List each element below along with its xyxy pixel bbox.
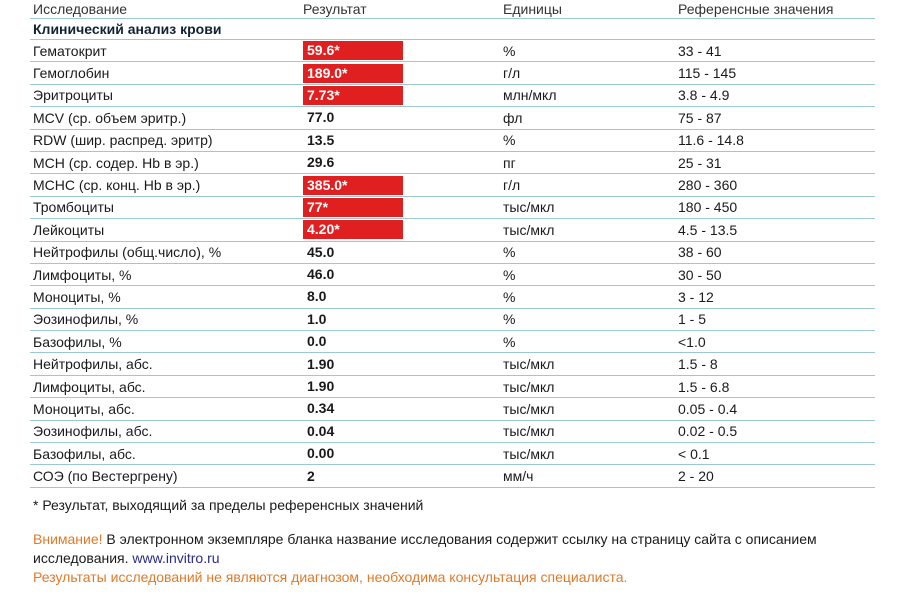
unit: фл — [503, 109, 523, 126]
result-cell — [303, 108, 503, 127]
reference-range: 11.6 - 14.8 — [678, 132, 744, 149]
unit: тыс/мкл — [503, 199, 555, 216]
test-name[interactable]: Гематокрит — [33, 42, 107, 59]
notes — [30, 496, 875, 587]
result-cell — [303, 422, 503, 441]
reference-range: 0.02 - 0.5 — [678, 423, 738, 440]
attention-note — [33, 530, 875, 568]
table-row — [30, 465, 875, 487]
table-row — [30, 219, 875, 241]
table-row — [30, 264, 875, 286]
result-value: 0.00 — [307, 445, 335, 462]
result-cell — [303, 310, 503, 329]
reference-range: 180 - 450 — [678, 199, 738, 216]
test-name[interactable]: Тромбоциты — [33, 199, 114, 216]
table-row — [30, 309, 875, 331]
test-name[interactable]: Лейкоциты — [33, 221, 105, 238]
unit: тыс/мкл — [503, 221, 555, 238]
table-row — [30, 376, 875, 398]
unit: % — [503, 288, 516, 305]
unit: % — [503, 266, 516, 283]
table-row — [30, 40, 875, 62]
result-cell — [303, 287, 503, 306]
table-row — [30, 152, 875, 174]
table-row — [30, 421, 875, 443]
result-value: 4.20* — [303, 220, 403, 239]
result-value: 385.0* — [303, 176, 403, 195]
unit: г/л — [503, 177, 521, 194]
reference-range: 3 - 12 — [678, 288, 714, 305]
table-row — [30, 286, 875, 308]
test-name[interactable]: MCH (ср. содер. Hb в эр.) — [33, 154, 199, 171]
result-cell — [303, 86, 503, 105]
result-cell — [303, 220, 503, 239]
reference-range: 25 - 31 — [678, 154, 722, 171]
test-name[interactable]: Гемоглобин — [33, 65, 110, 82]
unit: тыс/мкл — [503, 400, 555, 417]
reference-range: <1.0 — [678, 333, 706, 350]
result-cell — [303, 444, 503, 463]
result-value: 1.90 — [307, 355, 335, 372]
test-name[interactable]: Лимфоциты, % — [33, 266, 132, 283]
reference-range: 33 - 41 — [678, 42, 722, 59]
result-value: 46.0 — [307, 266, 335, 283]
test-name[interactable]: RDW (шир. распред. эритр) — [33, 132, 213, 149]
group-title-text: Клинический анализ крови — [33, 21, 222, 37]
table-row — [30, 443, 875, 465]
table-row — [30, 62, 875, 84]
table-row — [30, 85, 875, 107]
result-value: 59.6* — [303, 41, 403, 60]
result-cell — [303, 41, 503, 60]
unit: % — [503, 132, 516, 149]
test-name[interactable]: Нейтрофилы, абс. — [33, 356, 153, 373]
unit: % — [503, 244, 516, 261]
attention-label: Внимание! — [33, 530, 103, 547]
test-name[interactable]: СОЭ (по Вестергрену) — [33, 468, 178, 485]
header-result: Результат — [303, 1, 367, 17]
test-name[interactable]: Нейтрофилы (общ.число), % — [33, 244, 222, 261]
table-row — [30, 331, 875, 353]
header-reference: Референсные значения — [678, 1, 834, 17]
result-cell — [303, 243, 503, 262]
reference-range: 1 - 5 — [678, 311, 707, 328]
unit: г/л — [503, 65, 521, 82]
test-name[interactable]: Базофилы, % — [33, 333, 122, 350]
unit: % — [503, 42, 516, 59]
result-value: 77.0 — [307, 109, 335, 126]
table-header — [30, 0, 875, 19]
result-cell — [303, 64, 503, 83]
reference-range: 38 - 60 — [678, 244, 722, 261]
result-value: 189.0* — [303, 64, 403, 83]
result-value: 0.34 — [307, 400, 335, 417]
footnote: * Результат, выходящий за пределы референсных значений — [33, 496, 424, 513]
table-row — [30, 174, 875, 196]
reference-range: 115 - 145 — [678, 65, 737, 82]
reference-range: < 0.1 — [678, 445, 710, 462]
attention-text: В электронном экземпляре бланка название исследования содержит ссылку на страницу сайта с описанием исследования. — [33, 530, 817, 566]
result-cell — [303, 131, 503, 150]
table-row — [30, 107, 875, 129]
reference-range: 0.05 - 0.4 — [678, 400, 738, 417]
result-cell — [303, 198, 503, 217]
table-row — [30, 130, 875, 152]
test-name[interactable]: Моноциты, % — [33, 288, 121, 305]
unit: % — [503, 333, 516, 350]
reference-range: 3.8 - 4.9 — [678, 87, 730, 104]
test-name[interactable]: Эозинофилы, % — [33, 311, 139, 328]
result-value: 1.0 — [307, 310, 327, 327]
result-value: 7.73* — [303, 86, 403, 105]
reference-range: 30 - 50 — [678, 266, 722, 283]
result-cell — [303, 265, 503, 284]
reference-range: 1.5 - 6.8 — [678, 378, 730, 395]
result-value: 29.6 — [307, 154, 335, 171]
table-body — [30, 40, 875, 488]
result-cell — [303, 153, 503, 172]
unit: пг — [503, 154, 516, 171]
result-value: 45.0 — [307, 243, 335, 260]
result-value: 8.0 — [307, 288, 327, 305]
result-cell — [303, 467, 503, 486]
result-cell — [303, 332, 503, 351]
header-units: Единицы — [503, 1, 562, 17]
unit: мм/ч — [503, 468, 534, 485]
table-row — [30, 197, 875, 219]
test-name[interactable]: Эритроциты — [33, 87, 113, 104]
unit: тыс/мкл — [503, 423, 555, 440]
result-value: 2 — [307, 467, 315, 484]
group-title — [30, 19, 875, 40]
test-name[interactable]: MCV (ср. объем эритр.) — [33, 109, 187, 126]
test-name[interactable]: Базофилы, абс. — [33, 445, 136, 462]
header-test: Исследование — [33, 1, 128, 17]
result-value: 13.5 — [307, 131, 335, 148]
result-value: 0.04 — [307, 422, 335, 439]
result-value: 0.0 — [307, 333, 327, 350]
reference-range: 4.5 - 13.5 — [678, 221, 738, 238]
invitro-link[interactable]: www.invitro.ru — [132, 549, 220, 566]
reference-range: 1.5 - 8 — [678, 356, 718, 373]
unit: % — [503, 311, 516, 328]
unit: тыс/мкл — [503, 356, 555, 373]
reference-range: 75 - 87 — [678, 109, 722, 126]
result-cell — [303, 355, 503, 374]
result-value: 1.90 — [307, 378, 335, 395]
test-name[interactable]: Эозинофилы, абс. — [33, 423, 153, 440]
report-page — [30, 0, 875, 587]
unit: тыс/мкл — [503, 445, 555, 462]
result-cell — [303, 176, 503, 195]
disclaimer: Результаты исследований не являются диагнозом, необходима консультация специалиста. — [33, 568, 628, 585]
table-row — [30, 398, 875, 420]
results-table — [30, 0, 875, 488]
table-row — [30, 242, 875, 264]
unit: тыс/мкл — [503, 378, 555, 395]
table-row — [30, 353, 875, 375]
result-value: 77* — [303, 198, 403, 217]
unit: млн/мкл — [503, 87, 557, 104]
test-name[interactable]: Лимфоциты, абс. — [33, 378, 146, 395]
test-name[interactable]: МСНС (ср. конц. Hb в эр.) — [33, 177, 201, 194]
result-cell — [303, 399, 503, 418]
reference-range: 2 - 20 — [678, 468, 714, 485]
result-cell — [303, 377, 503, 396]
test-name[interactable]: Моноциты, абс. — [33, 400, 135, 417]
reference-range: 280 - 360 — [678, 177, 738, 194]
